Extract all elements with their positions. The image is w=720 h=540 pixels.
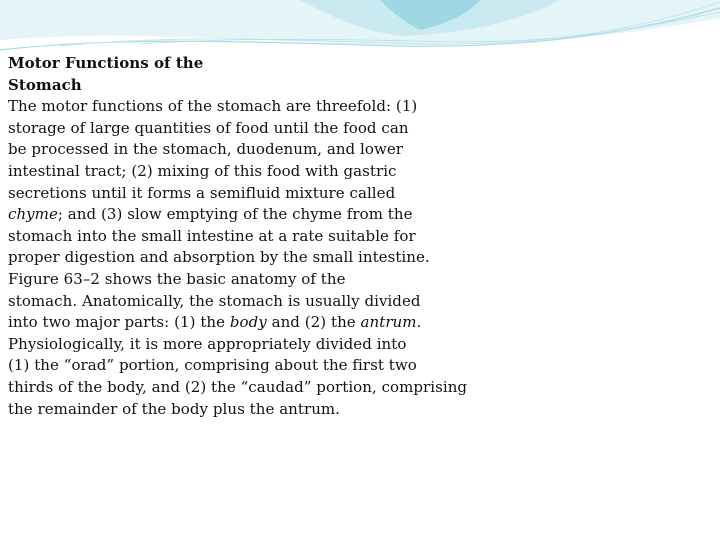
text-run: ; and (3) slow emptying of the chyme from the (57, 205, 413, 224)
text-run: and (2) the (266, 313, 361, 332)
text-run: the remainder of the body plus the antrum. (8, 399, 340, 418)
text-run: storage of large quantities of food until the food can (8, 118, 409, 137)
text-run: (1) the “orad” portion, comprising about the first two (8, 356, 417, 375)
text-run: intestinal tract; (2) mixing of this food with gastric (8, 161, 397, 180)
text-run: Physiologically, it is more appropriately divided into (8, 334, 407, 353)
body-line (8, 226, 488, 248)
body-line (8, 183, 488, 205)
slide-heading-line-1: Motor Functions of the (8, 54, 204, 72)
body-line (8, 312, 488, 334)
text-run: Figure 63–2 shows the basic anatomy of the (8, 269, 346, 288)
body-line (8, 247, 488, 269)
body-line (8, 204, 488, 226)
body-line (8, 334, 488, 356)
body-line (8, 291, 488, 313)
body-line (8, 377, 488, 399)
text-run: stomach. Anatomically, the stomach is usually divided (8, 291, 421, 310)
italic-term: chyme (8, 205, 58, 224)
text-run: be processed in the stomach, duodenum, and lower (8, 140, 403, 159)
italic-term: body (229, 313, 267, 332)
body-line (8, 139, 488, 161)
header-wave-decoration (0, 0, 720, 60)
body-line (8, 161, 488, 183)
body-line (8, 96, 488, 118)
body-line (8, 399, 488, 421)
text-run: proper digestion and absorption by the small intestine. (8, 248, 430, 267)
slide-heading-line-2: Stomach (8, 75, 82, 94)
body-line (8, 355, 488, 377)
text-run: . (416, 313, 422, 332)
body-text (8, 96, 488, 420)
italic-term: antrum (360, 313, 417, 332)
body-line (8, 269, 488, 291)
text-run: into two major parts: (1) the (8, 313, 230, 332)
text-run: secretions until it forms a semifluid mixture called (8, 183, 396, 202)
text-run: The motor functions of the stomach are threefold: (1) (8, 97, 418, 116)
text-run: thirds of the body, and (2) the “caudad” portion, comprising (8, 377, 468, 396)
text-run: stomach into the small intestine at a rate suitable for (8, 226, 416, 245)
body-line (8, 118, 488, 140)
text-content (8, 53, 488, 420)
